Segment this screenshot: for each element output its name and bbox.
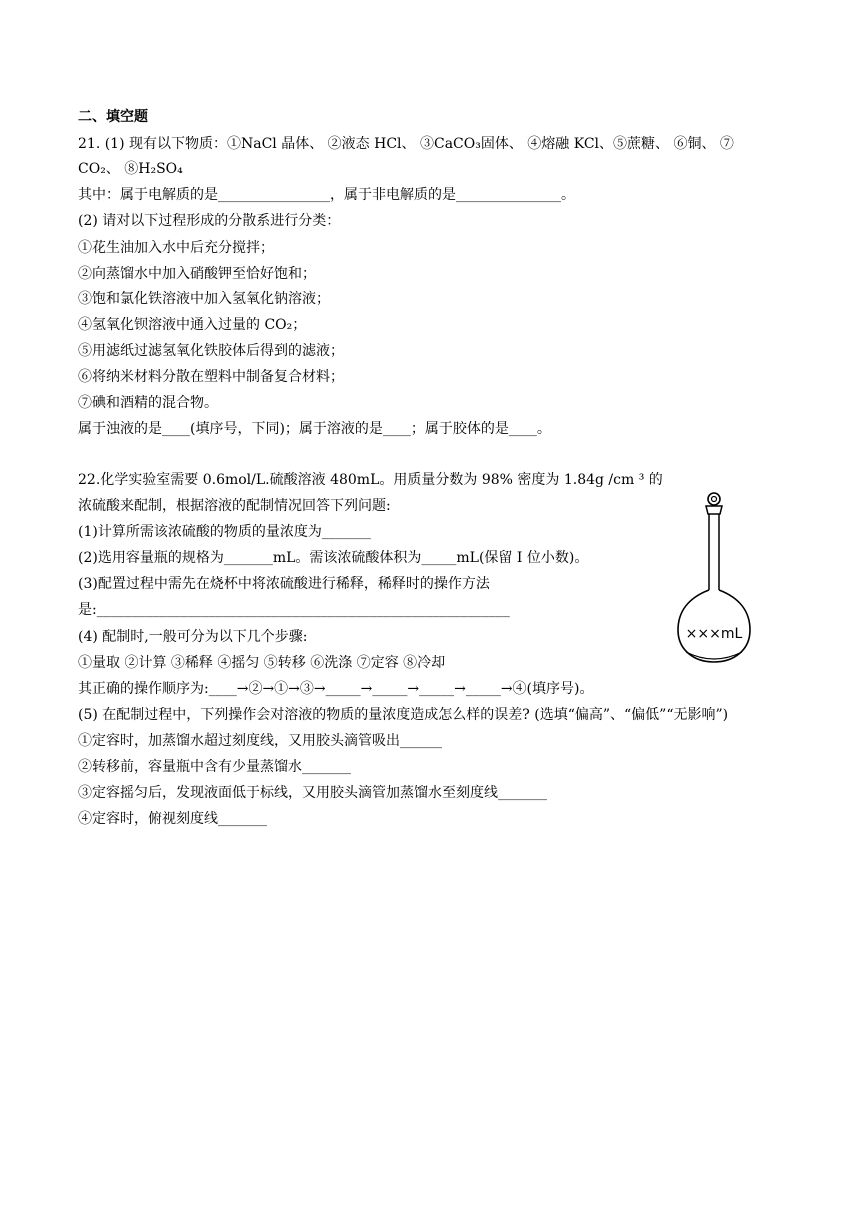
q22-error-2: ②转移前，容量瓶中含有少量蒸馏水_______: [78, 759, 351, 775]
q21-item-4: ④氢氧化钡溶液中通入过量的 CO₂；: [78, 317, 307, 333]
q21-item-2: ②向蒸馏水中加入硝酸钾至恰好饱和；: [78, 266, 316, 282]
q22-line2: 浓硫酸来配制，根据溶液的配制情况回答下列问题:: [78, 498, 391, 514]
q22-error-4: ④定容时，俯视刻度线_______: [78, 811, 267, 827]
q21-answer-line: 属于浊液的是____(填序号，下同)；属于溶液的是____；属于胶体的是____。: [78, 421, 551, 437]
q21-part2-intro: (2) 请对以下过程形成的分散系进行分类：: [78, 213, 341, 229]
q21-line1: 21. (1) 现有以下物质：①NaCl 晶体、 ②液态 HCl、 ③CaCO₃固体、 ④熔融 KCl、⑤蔗糖、 ⑥铜、 ⑦: [78, 136, 734, 152]
q22-line1: 22.化学实验室需要 0.6mol/L.硫酸溶液 480mL。用质量分数为 98% 密度为 1.84g /cm ³ 的: [78, 472, 663, 488]
q22-part5: (5) 在配制过程中，下列操作会对溶液的物质的量浓度造成怎么样的误差? (选填“偏高”、“偏低”“无影响”): [78, 707, 729, 723]
q22-part3a: (3)配置过程中需先在烧杯中将浓硫酸进行稀释，稀释时的操作方法: [78, 576, 490, 592]
q22-part4: (4) 配制时,一般可分为以下几个步骤:: [78, 629, 308, 645]
q21-item-6: ⑥将纳米材料分散在塑料中制备复合材料；: [78, 369, 344, 385]
q21-line3: 其中：属于电解质的是________________，属于非电解质的是_______________。: [78, 187, 575, 203]
q22-steps: ①量取 ②计算 ③稀释 ④摇匀 ⑤转移 ⑥洗涤 ⑦定容 ⑧冷却: [78, 655, 446, 671]
flask-label: ×××mL: [685, 626, 743, 642]
q21-item-1: ①花生油加入水中后充分搅拌；: [78, 240, 274, 256]
q22-error-1: ①定容时，加蒸馏水超过刻度线，又用胶头滴管吸出______: [78, 733, 442, 749]
q21-item-7: ⑦碘和酒精的混合物。: [78, 395, 218, 411]
q22-part1: (1)计算所需该浓硫酸的物质的量浓度为_______: [78, 524, 371, 540]
volumetric-flask-icon: [676, 490, 756, 670]
q22-part3b: 是:___________________________________________________________: [78, 602, 510, 618]
q22-error-3: ③定容摇匀后，发现液面低于标线，又用胶头滴管加蒸馏水至刻度线_______: [78, 785, 547, 801]
q22-order: 其正确的操作顺序为:____→②→①→③→_____→_____→_____→_____→④(填序号)。: [78, 681, 594, 697]
section-title: 二、填空题: [78, 109, 148, 125]
q21-item-5: ⑤用滤纸过滤氢氧化铁胶体后得到的滤液；: [78, 343, 344, 359]
q22-part2: (2)选用容量瓶的规格为_______mL。需该浓硫酸体积为_____mL(保留 I 位小数)。: [78, 550, 589, 566]
q21-item-3: ③饱和氯化铁溶液中加入氢氧化钠溶液；: [78, 291, 330, 307]
q21-line2: CO₂、 ⑧H₂SO₄: [78, 161, 183, 177]
